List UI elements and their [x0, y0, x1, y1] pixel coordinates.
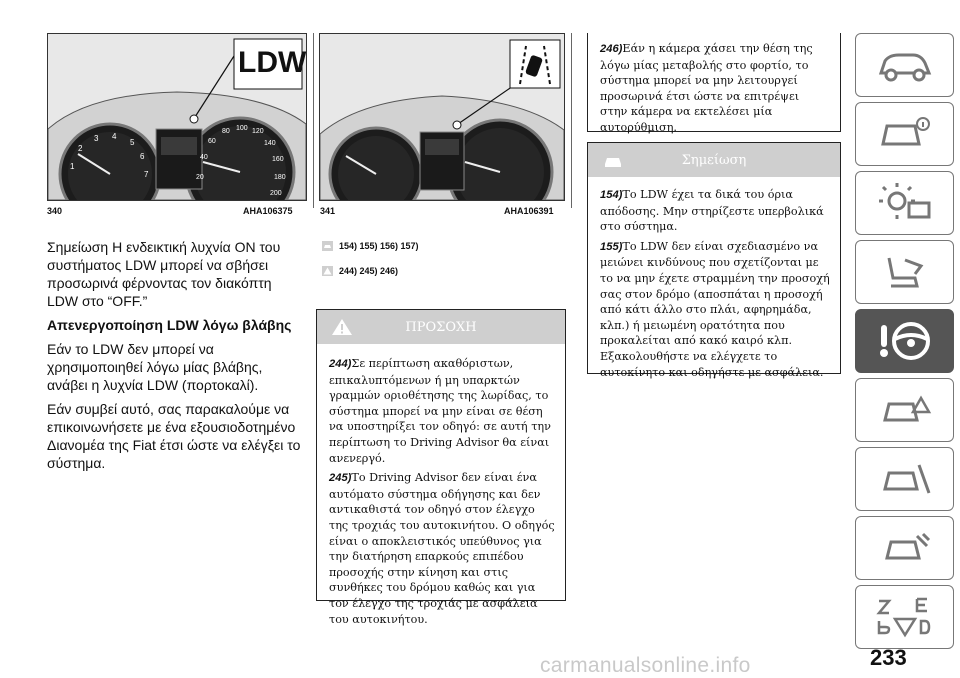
figure-code: AHA106391 [504, 206, 554, 216]
wrench-icon [875, 528, 935, 568]
gauge-label: 20 [196, 174, 204, 181]
figure-number: 341 [320, 206, 336, 216]
note-box-title: Σημείωση [681, 152, 747, 168]
warning-item: 246)Εάν η κάμερα χάσει την θέση της λόγω μίας μεταβολής στο φορτίο, το σύστημα μπορεί να μην λειτουργεί προσωρινά έτσι ώστε να επιτρέψει στην κάμερα να εκτελέσει μία αυτορύθμιση. [600, 42, 813, 134]
tab-maintenance[interactable] [855, 516, 954, 580]
car-note-icon [602, 151, 624, 169]
column-divider [313, 33, 314, 208]
car-info-icon [875, 114, 935, 154]
gauge-label: 200 [270, 190, 282, 197]
indicator-illustration [320, 34, 564, 200]
gauge-label: 100 [236, 125, 248, 132]
gauge-label: 120 [252, 128, 264, 135]
steering-wheel-icon [873, 319, 937, 363]
warning-references [322, 266, 398, 276]
column-1-text [47, 238, 305, 478]
gauge-label: 80 [222, 128, 230, 135]
body-paragraph: Εάν το LDW δεν μπορεί να χρησιμοποιηθεί λόγω μίας βλάβης, ανάβει η λυχνία LDW (πορτοκαλί). [47, 341, 263, 393]
note-item: 155)Το LDW δεν είναι σχεδιασμένο να μειώνει κινδύνους που σχετίζονται με το να μην έχετε στραμμένη την προσοχή σας στον δρόμο (αποσπάται η προσοχή από κάτι άλλο στο πλάι, αφηρημάδα, κλπ.) ή μειωμένη ορατότητα που προκαλείται από κακό καιρό κλπ. Εξακολουθήστε να ελέγχετε το αυτοκίνητο και οδηγήστε με ασφάλεια. [600, 239, 830, 379]
watermark: carmanualsonline.info [540, 654, 751, 677]
warning-reference-list: 244) 245) 246) [339, 266, 399, 276]
gauge-label: 6 [140, 152, 145, 161]
note-box [587, 142, 841, 379]
tab-seats[interactable] [855, 240, 954, 304]
car-side-icon [875, 45, 935, 85]
sun-light-icon [875, 183, 935, 223]
seat-icon [875, 252, 935, 292]
warning-box-title: ΠΡΟΣΟΧΗ [405, 319, 477, 335]
gauge-label: 40 [200, 154, 208, 161]
tab-car-overview[interactable] [855, 33, 954, 97]
warning-lights-icon [875, 390, 935, 430]
warning-box-continued [587, 33, 841, 132]
gauge-label: 60 [208, 138, 216, 145]
note-box-header [588, 143, 840, 177]
column-divider [571, 33, 572, 208]
warning-triangle-icon [322, 266, 333, 276]
section-heading: Απενεργοποίηση LDW λόγω βλάβης [47, 317, 292, 333]
car-note-icon [322, 241, 333, 251]
warning-item: 244)Σε περίπτωση ακαθόριστων, επικαλυπτόμενων ή μη υπαρκτών γραμμών οριοθέτησης της λωρίδας, το σύστημα μπορεί να μην είναι σε θέση να υποστηρίξει τον οδηγό: σε αυτή την περίπτωση το Driving Advisor θα είναι ανενεργό. [329, 357, 551, 465]
alphabet-index-icon [873, 595, 937, 639]
gauge-label: 140 [264, 140, 276, 147]
figure-ldw-dashboard [47, 33, 307, 201]
tab-dashboard[interactable] [855, 102, 954, 166]
warning-box-header [317, 310, 565, 344]
gauge-label: 2 [78, 144, 83, 153]
tab-warning-lights[interactable] [855, 378, 954, 442]
warning-item: 245)Το Driving Advisor δεν είναι ένα αυτόματο σύστημα οδήγησης και δεν αντικαθιστά τον οδηγό στον έλεγχο της τροχιάς του αυτοκινήτου. Ο οδηγός είναι ο αποκλειστικός υπεύθυνος για την διατήρηση επαρκούς επιπέδου προσοχής στην κίνηση και στις συνθήκες του δρόμου καθώς και για τον έλεγχο της τροχιάς με ασφάλεια του αυτοκινήτου. [329, 471, 555, 626]
note-reference-list: 154) 155) 156) 157) [339, 241, 419, 251]
body-paragraph: Εάν συμβεί αυτό, σας παρακαλούμε να επικοινωνήσετε με ένα εξουσιοδοτημένο Διανομέα της Fiat έτσι ώστε να ελέγξει το σύστημα. [47, 401, 301, 471]
gauge-label: 4 [112, 132, 117, 141]
warning-triangle-icon [331, 318, 353, 336]
gauge-label: 5 [130, 138, 135, 147]
tab-emergency[interactable] [855, 447, 954, 511]
note-paragraph: Σημείωση Η ενδεικτική λυχνία ON του συστήματος LDW μπορεί να σβήσει προσωρινά φέρνοντας τον διακόπτη LDW στο “OFF.” [47, 239, 281, 309]
ldw-callout-label: LDW [238, 46, 307, 79]
tools-icon [875, 459, 935, 499]
tab-starting-driving[interactable] [855, 309, 954, 373]
gauge-label: 1 [70, 162, 75, 171]
tab-index[interactable] [855, 585, 954, 649]
figure-ldw-indicator [319, 33, 565, 201]
page-number: 233 [870, 645, 907, 670]
gauge-label: 160 [272, 156, 284, 163]
gauge-label: 180 [274, 174, 286, 181]
gauge-label: 7 [144, 170, 149, 179]
warning-box [316, 309, 566, 626]
figure-code: AHA106375 [243, 206, 293, 216]
figure-number: 340 [47, 206, 63, 216]
note-item: 154)Το LDW έχει τα δικά του όρια απόδοσης. Μην στηρίζεστε υπερβολικά στο σύστημα. [600, 188, 824, 234]
gauge-label: 3 [94, 134, 99, 143]
tab-safety[interactable] [855, 171, 954, 235]
note-references [322, 241, 419, 251]
